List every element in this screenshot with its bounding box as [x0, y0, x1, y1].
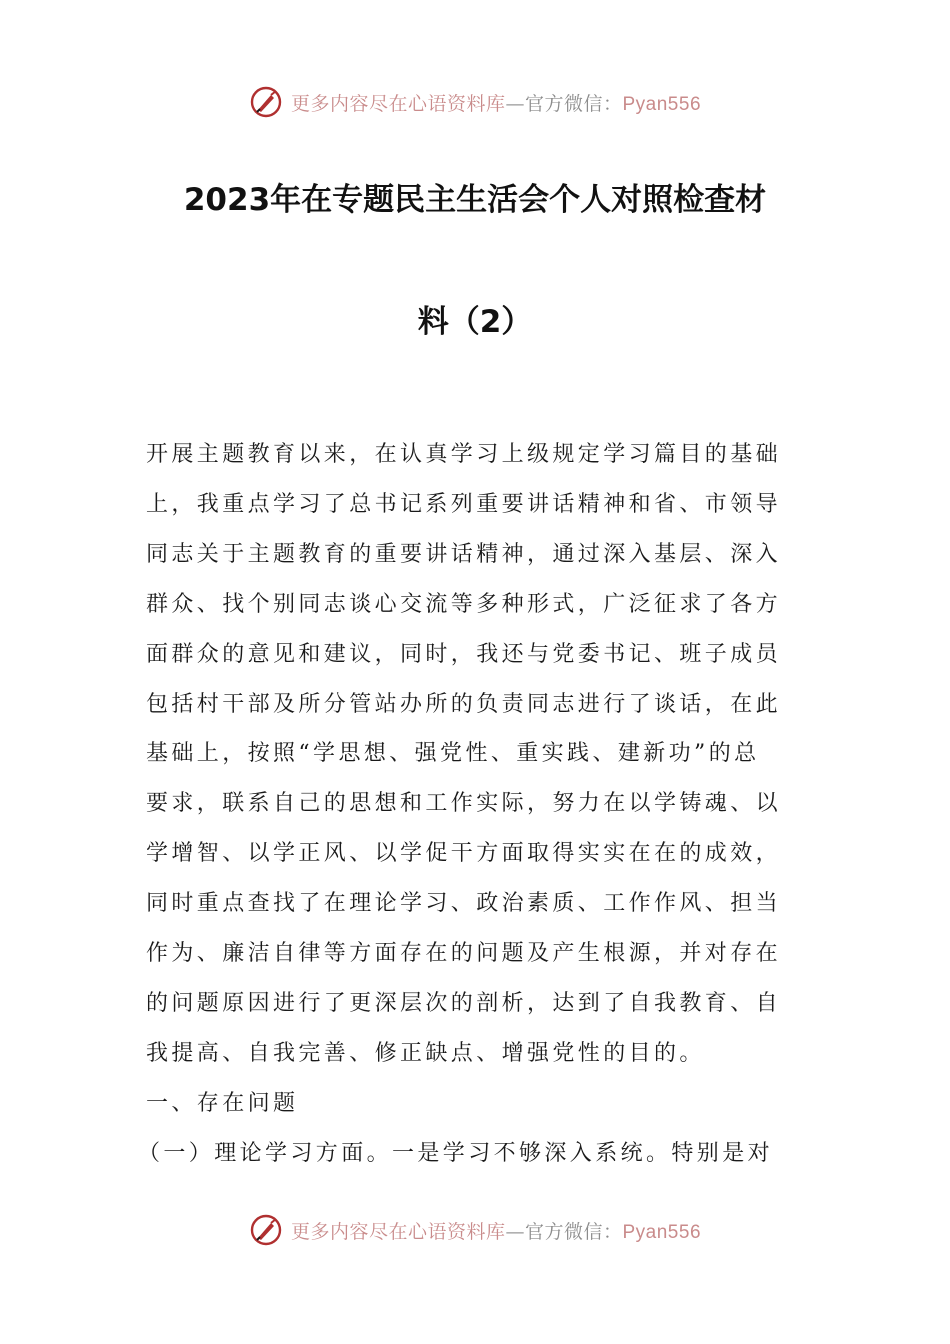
watermark-brand: 更多内容尽在心语资料库: [290, 1220, 506, 1243]
watermark-wechat-id: Pyan556: [622, 93, 702, 115]
paragraph-line: 我提高、自我完善、修正缺点、增强党性的目的。: [146, 1040, 705, 1066]
watermark-text: [291, 89, 701, 116]
paragraph-line: 基础上，按照“学思想、强党性、重实践、建新功”的总: [146, 741, 760, 767]
document-title-line2: 料（2）: [417, 304, 533, 340]
paragraph-line: 开展主题教育以来，在认真学习上级规定学习篇目的基础: [146, 442, 782, 467]
section-item: （一）理论学习方面。一是学习不够深入系统。特别是对: [138, 1140, 774, 1166]
watermark-wechat-id: Pyan556: [622, 1221, 702, 1243]
watermark-label: 官方微信：: [524, 92, 623, 115]
document-title-line1: 2023年在专题民主生活会个人对照检查材: [183, 182, 767, 218]
intro-paragraph: [146, 430, 806, 1079]
paragraph-line: 包括村干部及所分管站办所的负责同志进行了谈话，在此: [146, 691, 782, 717]
paragraph-line: 同志关于主题教育的重要讲话精神，通过深入基层、深入: [146, 541, 782, 567]
quill-logo-icon: [249, 85, 283, 119]
document-body: [138, 430, 806, 1179]
quill-logo-icon: [249, 1213, 283, 1247]
paragraph-line: 群众、找个别同志谈心交流等多种形式，广泛征求了各方: [146, 591, 782, 617]
paragraph-line: 要求，联系自己的思想和工作实际，努力在以学铸魂、以: [146, 791, 782, 817]
paragraph-line: 的问题原因进行了更深层次的剖析，达到了自我教育、自: [146, 990, 782, 1016]
section-heading: 一、存在问题: [146, 1090, 299, 1116]
paragraph-line: 上，我重点学习了总书记系列重要讲话精神和省、市领导: [146, 491, 782, 517]
watermark-text: [291, 1217, 701, 1244]
watermark-label: 官方微信：: [524, 1220, 623, 1243]
footer-watermark: [0, 1208, 950, 1252]
watermark-separator: —: [505, 1220, 525, 1243]
watermark-separator: —: [505, 92, 525, 115]
paragraph-line: 作为、廉洁自律等方面存在的问题及产生根源，并对存在: [146, 941, 782, 967]
paragraph-line: 学增智、以学正风、以学促干方面取得实实在在的成效，: [146, 841, 782, 867]
watermark-brand: 更多内容尽在心语资料库: [290, 92, 506, 115]
paragraph-line: 面群众的意见和建议，同时，我还与党委书记、班子成员: [146, 641, 782, 667]
paragraph-line: 同时重点查找了在理论学习、政治素质、工作作风、担当: [146, 891, 782, 917]
header-watermark: [0, 80, 950, 124]
